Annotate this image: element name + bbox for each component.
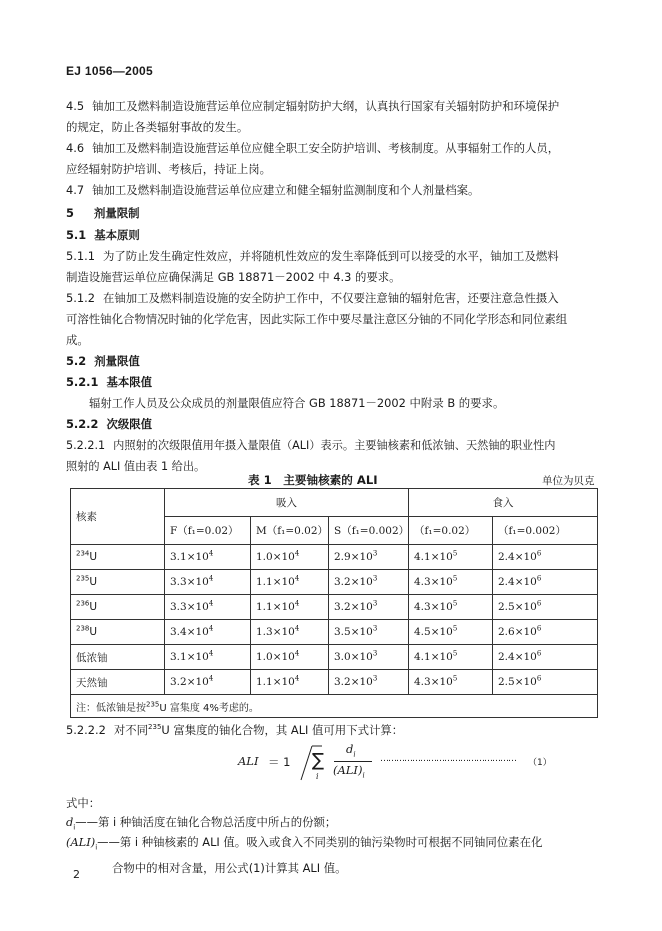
value-cell: $3.1\times 10^4$ [165,545,251,570]
where-d: $d_i——$第 i 种铀活度在铀化合物总活度中所占的份额； [66,815,337,832]
value-cell: $3.2\times 10^3$ [329,570,409,595]
value-cell: $1.1\times 10^4$ [251,570,329,595]
subheader: F（f₁=0.02） [165,517,251,545]
value-cell: $1.3\times 10^4$ [251,620,329,645]
table-note: 注：低浓铀是按$^{235}$U 富集度 4%考虑的。 [71,695,598,718]
value-cell: $1.1\times 10^4$ [251,670,329,695]
table-row [71,545,598,570]
nuclide-cell: 低浓铀 [71,645,165,670]
value-cell: $3.5\times 10^3$ [329,620,409,645]
subheader: S（f₁=0.002） [329,517,409,545]
table-caption: 表 1 主要铀核素的 ALI [248,473,378,487]
formula-eq: ＝ 1 [268,755,291,769]
value-cell: $2.4\times 10^6$ [493,645,598,670]
value-cell: $3.4\times 10^4$ [165,620,251,645]
section-5-2-heading: 5.2 剂量限值 [66,354,140,368]
value-cell: $2.9\times 10^3$ [329,545,409,570]
table-unit: 单位为贝克 [542,475,595,487]
page-number: 2 [73,868,80,881]
paragraph-4-6: 4.6 铀加工及燃料制造设施营运单位应健全职工安全防护培训、考核制度。从事辐射工作的人员， 应经辐射防护培训、考核后，持证上岗。 [66,141,560,176]
value-cell: $1.0\times 10^4$ [251,645,329,670]
value-cell: $2.4\times 10^6$ [493,545,598,570]
value-cell: $4.3\times 10^5$ [409,595,493,620]
paragraph-4-5: 4.5 铀加工及燃料制造设施营运单位应制定辐射防护大纲，认真执行国家有关辐射防护和环境保护 的规定，防止各类辐射事故的发生。 [66,99,560,134]
value-cell: $2.6\times 10^6$ [493,620,598,645]
value-cell: $2.4\times 10^6$ [493,570,598,595]
value-cell: $3.3\times 10^4$ [165,595,251,620]
subheader: （f₁=0.002） [493,517,598,545]
formula-1 [238,744,558,784]
value-cell: $3.2\times 10^3$ [329,595,409,620]
value-cell: $1.1\times 10^4$ [251,595,329,620]
ali-table [70,488,598,718]
where-title: 式中： [66,796,101,810]
formula-number: （1） [528,758,552,768]
value-cell: $4.3\times 10^5$ [409,570,493,595]
nuclide-cell: 天然铀 [71,670,165,695]
where-ali: $(ALI)_i——$第 i 种铀核素的 ALI 值。吸入或食入不同类别的铀污染物时可根据不同铀同位素在化 合物中的相对含量，用公式(1)计算其 ALI 值。 [66,835,543,876]
formula-numerator: $d_i$ [346,742,356,759]
paragraph-5-1-1: 5.1.1 为了防止发生确定性效应，并将随机性效应的发生率降低到可以接受的水平，铀加工及燃料 制造设施营运单位应确保满足 GB 18871－2002 中 4.3 的要求。 [66,249,559,284]
value-cell: $3.3\times 10^4$ [165,570,251,595]
formula-lhs: ALI [238,754,259,768]
paragraph-5-2-2-1: 5.2.2.1 内照射的次级限值用年摄入量限值（ALI）表示。主要铀核素和低浓铀、天然铀的职业性内 照射的 ALI 值由表 1 给出。 [66,439,556,473]
nuclide-cell: $^{238}$U [71,620,165,645]
section-5-2-2-heading: 5.2.2 次级限值 [66,417,153,431]
nuclide-cell: $^{235}$U [71,570,165,595]
paragraph-5-2-1: 辐射工作人员及公众成员的剂量限值应符合 GB 18871－2002 中附录 B 的要求。 [89,396,505,410]
table-row [71,645,598,670]
document-code: EJ 1056—2005 [66,64,154,78]
sum-index: i [316,772,319,781]
sum-symbol: ∑ [312,750,325,771]
paragraph-5-2-2-2: 5.2.2.2 对不同$^{235}$U 富集度的铀化合物，其 ALI 值可用下式计算： [66,723,404,737]
table-row [71,670,598,695]
subheader: （f₁=0.02） [409,517,493,545]
value-cell: $4.1\times 10^5$ [409,545,493,570]
nuclide-cell: $^{234}$U [71,545,165,570]
paragraph-5-1-2: 5.1.2 在铀加工及燃料制造设施的安全防护工作中，不仅要注意铀的辐射危害，还要注意急性摄入 可溶性铀化合物情况时铀的化学危害，因此实际工作中要尽量注意区分铀的不同化学形态和同位素组 成。 [66,291,568,347]
value-cell: $4.3\times 10^5$ [409,670,493,695]
fraction-bar [334,761,372,762]
header-ingestion: 食入 [409,489,598,517]
value-cell: $2.5\times 10^6$ [493,595,598,620]
header-inhalation: 吸入 [165,489,409,517]
value-cell: $3.0\times 10^3$ [329,645,409,670]
value-cell: $1.0\times 10^4$ [251,545,329,570]
paragraph-4-7: 4.7 铀加工及燃料制造设施营运单位应建立和健全辐射监测制度和个人剂量档案。 [66,183,480,197]
header-nuclide: 核素 [71,489,165,545]
value-cell: $3.2\times 10^4$ [165,670,251,695]
table-row [71,570,598,595]
subheader: M（f₁=0.02） [251,517,329,545]
value-cell: $4.5\times 10^5$ [409,620,493,645]
formula-dots: …………………………………………… [380,754,516,764]
table-row [71,620,598,645]
section-5-1-heading: 5.1 基本原则 [66,228,140,242]
value-cell: $3.1\times 10^4$ [165,645,251,670]
nuclide-cell: $^{236}$U [71,595,165,620]
value-cell: $2.5\times 10^6$ [493,670,598,695]
table-row [71,595,598,620]
section-5-2-1-heading: 5.2.1 基本限值 [66,375,153,389]
value-cell: $3.2\times 10^3$ [329,670,409,695]
formula-denominator: $(ALI)_i$ [333,763,365,780]
value-cell: $4.1\times 10^5$ [409,645,493,670]
section-5-heading: 5 剂量限制 [66,206,140,220]
